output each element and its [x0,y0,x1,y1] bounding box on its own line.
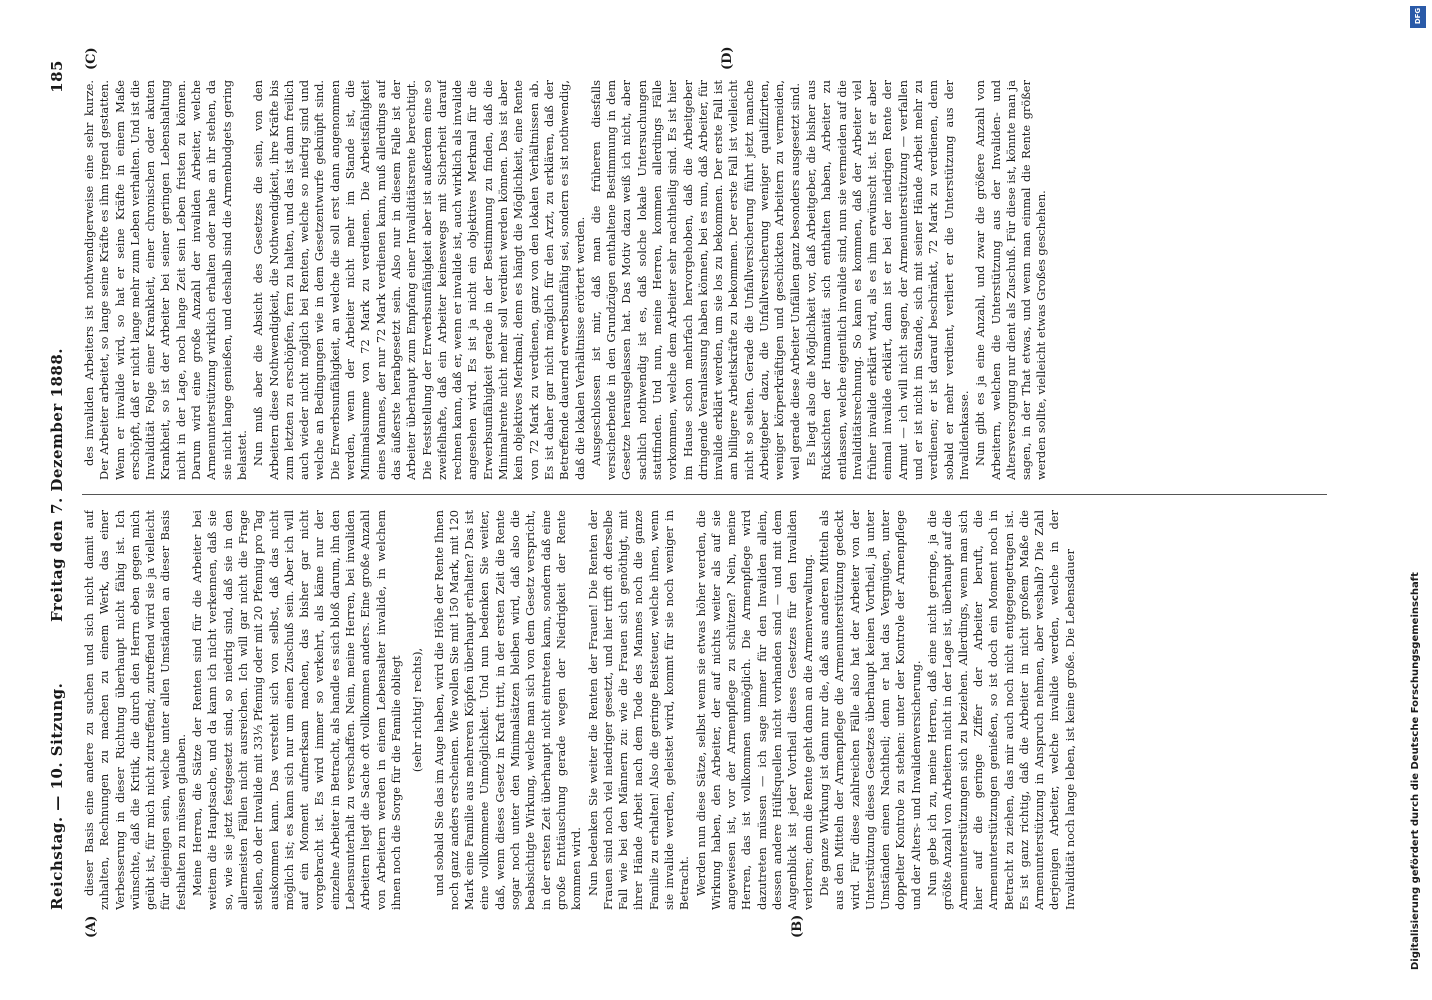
paragraph: Es liegt also die Möglichkeit vor, daß Arbeitgeber, die bisher aus Rücksichten der Humanität sich enthalten haben, Arbeiter zu entlassen, welche eigentlich invalide sind, nun sie vermeiden auf die Invaliditätsrechnung. So kann es kommen, daß der Arbeiter viel früher invalide erklärt wird, als es ihm erwünscht ist. Ist er aber einmal invalide erklärt, dann ist er bei der niedrigen Rente der Armut — ich will nicht sagen, der Armenunterstützung — verfallen und er ist nicht im Stande, sich mit seiner Hände Arbeit mehr zu verdienen; er ist darauf beschränkt, 72 Mark zu verdienen, denn sobald er mehr verdient, verliert er die Unterstützung aus der Invalidenkasse. [803,80,971,480]
column-left [82,510,1317,910]
paragraph: Ausgeschlossen ist mir, daß man die früheren diesfalls versicherbende in den Grundzügen enthaltene Bestimmung in dem Gesetze herausgelassen hat. Das Motiv dazu weiß ich nicht, aber sachlich nothwendig ist es, daß solche lokale Untersuchungen stattfinden. Und nun, meine Herren, kommen allerdings Fälle vorkommen, welche dem Arbeiter sehr nachtheilig sind. Es ist hier im Hause schon mehrfach hervorgehoben, daß die Arbeitgeber dringende Veranlassung haben können, bei es nun, daß Arbeiter, für invalide erklärt werden, um sie los zu bekommen. Der erste Fall ist am billigere Arbeitskräfte zu bekommen. Der erste Fall ist vielleicht nicht so selten. Gerade die Unfallversicherung führt jetzt manche Arbeitgeber dazu, die Unfallversicherung weniger qualifizirten, weniger körperkräftigen und geschickten Arbeitern zu vermeiden, weil gerade diese Arbeiter Unfällen ganz besonders ausgesetzt sind. [588,80,802,480]
page-header [48,60,72,910]
margin-marker-b: (B) [790,914,805,938]
column-divider [82,494,1327,495]
margin-marker-c: (C) [84,47,99,70]
dfg-logo: DFG [1410,6,1426,28]
paragraph: Nun gebe ich zu, meine Herren, daß eine nicht geringe, ja die größte Anzahl von Arbeitern nicht in der Lage ist, überhaupt auf die Armenunterstützungen sich zu beziehen. Allerdings, wenn man sich hier auf die geringe Ziffer der Arbeiter beruft, die Armenunterstützungen genießen, so ist doch ein Moment noch in Betracht zu ziehen, das mir auch noch nicht entgegengetragen ist. Es ist ganz richtig, daß die Arbeiter in nicht großem Maße die Armenunterstützung in Anspruch nehmen, aber weshalb? Die Zahl derjenigen Arbeiter, welche invalide werden, welche in der Invalidität noch lange leben, ist keine große. Die Lebensdauer [925,510,1077,910]
paragraph: des invaliden Arbeiters ist nothwendigerweise eine sehr kurze. Der Arbeiter arbeitet, so lange seine Kräfte es ihm irgend gestatten. Wenn er invalide wird, so hat er seine Kräfte in einem Maße erschöpft, daß er nicht lange mehr zum Leben verhalten. Und ist die Invalidität Folge einer Krankheit, einer chronischen oder akuten Krankheit, so ist der Arbeiter bei seiner geringen Lebenshaltung nicht in der Lage, noch lange Zeit sein Leben fristen zu können. Darum wird eine große Anzahl der invaliden Arbeiter, welche Armenunterstützung wirklich erhalten oder nahe an ihr stehen, da sie nicht lange genießen, und deshalb sind die Armenbudgets gering belastet. [82,80,249,480]
paragraph: dieser Basis eine andere zu suchen und sich nicht damit auf zuhalten, Rechnungen zu machen zu einem Werk, das einer Verbesserung in dieser Richtung überhaupt nicht fähig ist. Ich wünschte, daß die Kritik, die durch den Herrn eben gegen mich geübt ist, für mich nicht zutreffend; zutreffend wird sie ja vielleicht für diejenigen sein, welche unter allen Umständen an dieser Basis festhalten zu müssen glauben. [82,510,188,910]
paragraph: Nun muß aber die Absicht des Gesetzes die sein, von den Arbeitern diese Nothwendigkeit, die Nothwendigkeit, ihre Kräfte bis zum letzten zu erschöpfen, fern zu halten, und das ist dann freilich auch wieder nicht möglich bei Renten, welche so niedrig sind und welche an Bedingungen wie in dem Gesetzentwurfe geknüpft sind. Die Erwerbsunfähigkeit, an welche die soll erst dann angenommen werden, wenn der Arbeiter nicht mehr im Stande ist, die Minimalsumme von 72 Mark zu verdienen. Die Arbeitsfähigkeit eines Mannes, der nur 72 Mark verdienen kann, muß allerdings auf das äußerste herabgesetzt sein. Also nur in diesem Falle ist der Arbeiter überhaupt zum Empfang einer Invaliditätsrente berechtigt. Die Feststellung der Erwerbsunfähigkeit aber ist außerdem eine so zweifelhafte, daß ein Arbeiter keineswegs mit Sicherheit darauf rechnen kann, daß er, wenn er invalide ist, auch wirklich als invalide angesehen wird. Es ist ja nicht ein objektives Merkmal für die Erwerbsunfähigkeit gerade in der Bestimmung zu finden, daß die Minimalrente nicht mehr soll verdient werden können. Das ist aber kein objektives Merkmal; denn es hängt die Möglichkeit, eine Rente von 72 Mark zu verdienen, ganz von den lokalen Verhältnissen ab. Es ist daher gar nicht möglich für den Arzt, zu erklären, daß der Betreffende dauernd erwerbsunfähig sei, sondern es ist nothwendig, daß die lokalen Verhältnisse erörtert werden. [251,80,587,480]
margin-marker-d: (D) [720,46,735,70]
paragraph: Meine Herren, die Sätze der Renten sind für die Arbeiter bei weitem die Hauptsache, und da kann ich nicht verkennen, daß sie so, wie sie jetzt festgesetzt sind, so niedrig sind, daß sie in den allermeisten Fällen nicht ausreichen. Ich will gar nicht die Frage stellen, ob der Invalide mit 33⅓ Pfennig oder mit 20 Pfennig pro Tag auskommen kann. Das versteht sich von selbst, daß das nicht möglich ist; es kann sich nur um einen Zuschuß sein. Aber ich will auf ein Moment aufmerksam machen, das bisher gar nicht vorgebracht ist. Es wird immer so verkehrt, als käme nur der einzelne Arbeiter in Betracht, als handle es sich bloß darum, ihn den Lebensunterhalt zu verschaffen. Nein, meine Herren, bei invaliden Arbeitern liegt die Sache oft vollkommen anders. Eine große Anzahl von Arbeitern werden in einem Lebensalter invalide, in welchem ihnen noch die Sorge für die Familie obliegt [190,510,403,910]
paragraph: Nun gibt es ja eine Anzahl, und zwar die größere Anzahl von Arbeitern, welchen die Unterstützung aus der Invaliden- und Altersversorgung nur dient als Zuschuß. Für diese ist, könnte man ja sagen, in der That etwas, und wenn man einmal die Rente größer werden sollte, vielleicht etwas Großes geschehen. [973,80,1049,480]
credit-text: Digitalisierung gefördert durch die Deutsche Forschungsgemeinschaft [1410,572,1421,970]
paragraph: Werden nun diese Sätze, selbst wenn sie etwas höher werden, die Wirkung haben, den Arbeiter, der auf nichts weiter als auf sie angewiesen ist, vor der Armenpflege zu schützen? Nein, meine Herren, das ist vollkommen unmöglich. Die Armenpflege wird dazutreten müssen — ich sage immer für den Invaliden allein, dessen andere Hülfsquellen nicht vorhanden sind — und mit dem Augenblick ist jeder Vortheil dieses Gesetzes für den Invaliden verloren; denn die Rente geht dann an die Armenverwaltung. [693,510,815,910]
header-date: Freitag den 7. Dezember 1888. [48,347,66,623]
column-right [82,80,1317,480]
interjection: (sehr richtig! rechts), [410,647,425,773]
margin-marker-a: (A) [84,915,99,938]
header-left: Reichstag. — 10. Sitzung. [48,682,66,910]
paragraph: Die ganze Wirkung ist dann nur die, daß aus anderen Mitteln als aus den Mitteln der Armenpflege die Armenunterstützung gedeckt wird. Für diese zahlreichen Fälle also hat der Arbeiter von der Unterstützung dieses Gesetzes überhaupt keinen Vortheil, ja unter Umständen einen Nachtheil; denn er hat das Vergnügen, unter doppelter Kontrole zu stehen: unter der Kontrole der Armenpflege und der Alters- und Invalidenversicherung. [816,510,923,910]
paragraph: Nun bedenken Sie weiter die Renten der Frauen! Die Renten der Frauen sind noch viel niedriger gesetzt, und hier trifft oft derselbe Fall wie bei den Männern zu: wie die Frauen sich genöthigt, mit ihrer Hände Arbeit nach dem Tode des Mannes noch die ganze Familie zu erhalten! Also die geringe Beisteuer, welche ihnen, wenn sie invalide werden, geleistet wird, kommt für sie noch weniger in Betracht. [585,510,692,910]
paragraph: und sobald Sie das im Auge haben, wird die Höhe der Rente Ihnen noch ganz anders erscheinen. Wie wollen Sie mit 150 Mark, mit 120 Mark eine Familie aus mehreren Köpfen überhaupt erhalten? Das ist eine vollkommene Unmöglichkeit. Und nun bedenken Sie weiter, daß, wenn dieses Gesetz in Kraft tritt, in der ersten Zeit die Rente sogar noch unter den Minimalsätzen bleiben wird, daß also die beabsichtigte Wirkung, welche man sich von dem Gesetz verspricht, in der ersten Zeit überhaupt nicht eintreten kann, sondern daß eine große Enttäuschung gerade wegen der Niedrigkeit der Rente kommen wird. [431,510,584,910]
digitization-credit [1404,30,1428,970]
page-number: 185 [48,60,66,93]
